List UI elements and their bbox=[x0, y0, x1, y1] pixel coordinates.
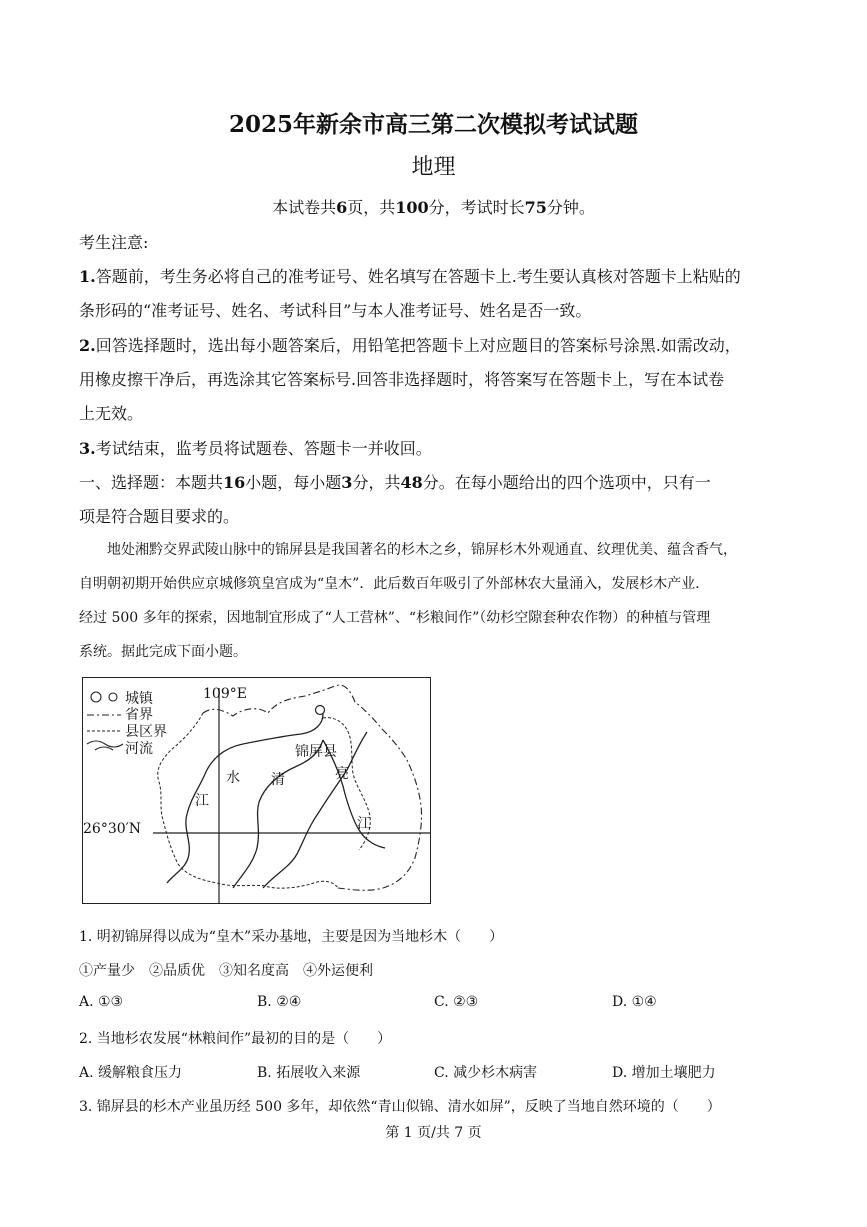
legend-county-label: 县区界 bbox=[125, 724, 167, 740]
notice-2-line-2: 用橡皮擦干净后，再选涂其它答案标号.回答非选择题时，将答案写在答题卡上，写在本试卷 bbox=[79, 370, 725, 389]
notice-1-line-1: 1.答题前，考生务必将自己的准考证号、姓名填写在答题卡上.考生要认真核对答题卡上粘贴的 bbox=[79, 267, 741, 286]
river-char-4: 亮 bbox=[335, 766, 349, 782]
legend-province-label: 省界 bbox=[125, 707, 153, 723]
question-1-option-b: B. ②④ bbox=[257, 994, 302, 1010]
question-2-option-a: A. 缓解粮食压力 bbox=[79, 1065, 183, 1081]
jinping-map bbox=[82, 677, 431, 904]
passage-line-3: 经过 500 多年的探索，因地制宜形成了“人工营林”、“杉粮间作”（幼杉空隙套种农作物）的种植与管理 bbox=[79, 610, 711, 626]
exam-info: 本试卷共6页，共100分，考试时长75分钟。 bbox=[272, 198, 595, 217]
section-heading-line-2: 项是符合题目要求的。 bbox=[79, 507, 240, 526]
notice-2-line-1: 2.回答选择题时，选出每小题答案后，用铅笔把答题卡上对应题目的答案标号涂黑.如需改动， bbox=[79, 336, 741, 355]
river-char-1: 江 bbox=[195, 793, 209, 809]
question-1-option-d: D. ①④ bbox=[612, 994, 657, 1010]
exam-title: 2025年新余市高三第二次模拟考试试题 bbox=[228, 111, 638, 138]
subject-title: 地理 bbox=[411, 155, 456, 180]
total-score: 100 bbox=[395, 198, 429, 217]
question-2-stem: 2. 当地杉农发展“林粮间作”最初的目的是（ ） bbox=[79, 1031, 392, 1047]
notice-heading: 考生注意: bbox=[79, 233, 149, 252]
river-qingshui-west bbox=[167, 714, 323, 883]
question-3-stem: 3. 锦屏县的杉木产业虽历经 500 多年，却依然“青山似锦、清水如屏”，反映了当地自然环境的（ ） bbox=[79, 1099, 721, 1115]
river-char-5: 江 bbox=[357, 816, 371, 832]
county-label: 锦屏县 bbox=[295, 744, 337, 760]
river-qingshui-middle bbox=[233, 740, 323, 888]
province-boundary bbox=[203, 685, 422, 890]
town-symbol-small bbox=[109, 693, 117, 701]
legend-town-label: 城镇 bbox=[125, 691, 153, 707]
legend-river-line-2 bbox=[95, 747, 113, 750]
legend-river-label: 河流 bbox=[125, 741, 153, 757]
question-1-stem: 1. 明初锦屏得以成为“皇木”采办基地，主要是因为当地杉木（ ） bbox=[79, 929, 504, 945]
river-char-3: 清 bbox=[271, 772, 285, 788]
notice-3-line-1: 3.考试结束，监考员将试题卷、答题卡一并收回。 bbox=[79, 439, 432, 458]
latitude-label: 26°30′N bbox=[83, 821, 142, 837]
question-1-statements: ①产量少 ②品质优 ③知名度高 ④外运便利 bbox=[79, 963, 373, 979]
river-char-2: 水 bbox=[226, 770, 240, 786]
legend-river-line-1 bbox=[87, 741, 123, 747]
question-2-option-b: B. 拓展收入来源 bbox=[257, 1065, 361, 1081]
question-2-option-c: C. 减少杉木病害 bbox=[434, 1065, 538, 1081]
question-1-option-a: A. ①③ bbox=[79, 994, 124, 1010]
passage-line-2: 自明朝初期开始供应京城修筑皇宫成为“皇木”．此后数百年吸引了外部林农大量涌入，发展杉木产业． bbox=[79, 576, 710, 592]
page-footer: 第 1 页/共 7 页 bbox=[385, 1125, 482, 1141]
notice-2-line-3: 上无效。 bbox=[79, 404, 144, 423]
town-symbol-large bbox=[91, 692, 101, 702]
exam-duration: 75 bbox=[524, 198, 547, 217]
question-2-option-d: D. 增加土壤肥力 bbox=[612, 1065, 716, 1081]
jinping-county-seat bbox=[316, 706, 325, 715]
passage-line-4: 系统。据此完成下面小题。 bbox=[79, 644, 247, 660]
longitude-label: 109°E bbox=[203, 686, 247, 702]
county-boundary bbox=[158, 713, 338, 888]
notice-1-line-2: 条形码的“准考证号、姓名、考试科目”与本人准考证号、姓名是否一致。 bbox=[79, 301, 592, 320]
question-1-option-c: C. ②③ bbox=[434, 994, 479, 1010]
passage-line-1: 地处湘黔交界武陵山脉中的锦屏县是我国著名的杉木之乡，锦屏杉木外观通直、纹理优美、蕴含香气， bbox=[107, 542, 737, 558]
page-count: 6 bbox=[336, 198, 348, 217]
section-heading: 一、选择题：本题共16小题，每小题3分，共48分。在每小题给出的四个选项中，只有一 bbox=[79, 473, 711, 492]
